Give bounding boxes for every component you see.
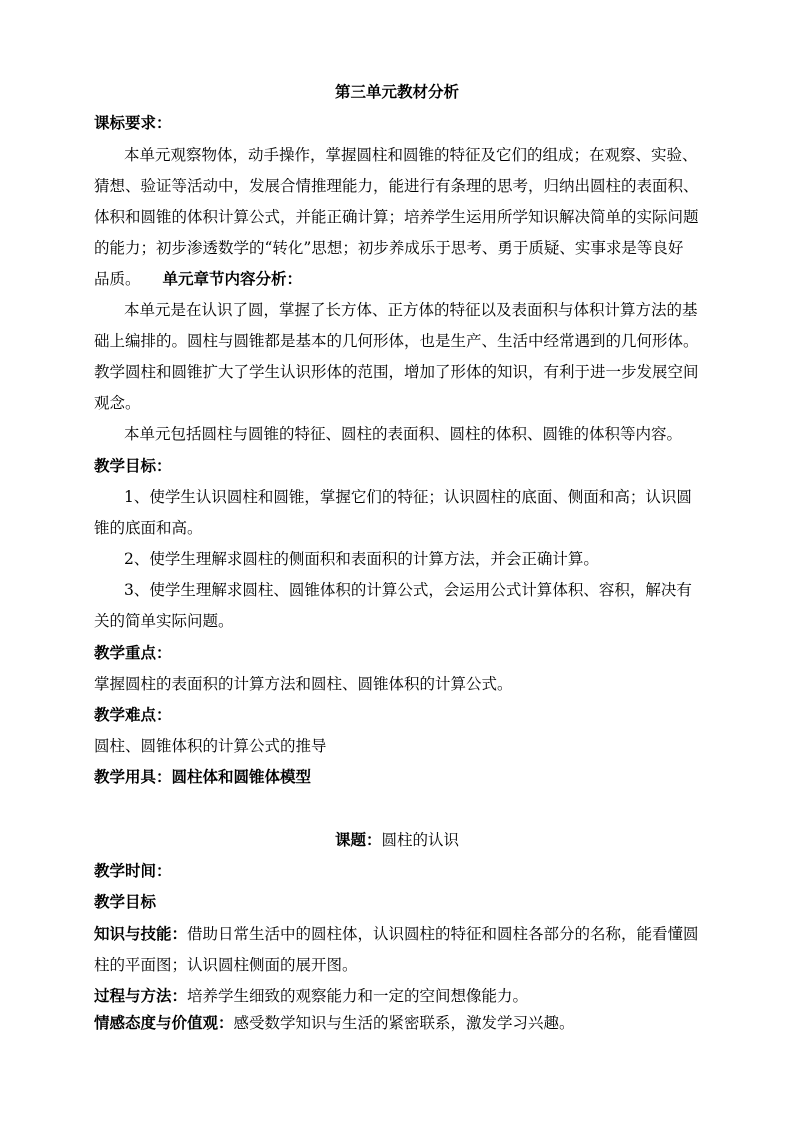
goal-1: 1、使学生认识圆柱和圆锥，掌握它们的特征；认识圆柱的底面、侧面和高；认识圆 — [124, 488, 692, 506]
chapter-line: 本单元是在认识了圆，掌握了长方体、正方体的特征以及表面积与体积计算方法的基 — [124, 301, 698, 319]
standards-line: 本单元观察物体，动手操作，掌握圆柱和圆锥的特征及它们的组成；在观察、实验、 — [124, 146, 698, 164]
lesson-title-line — [0, 830, 794, 850]
standards-last: 品质。 — [94, 270, 141, 288]
goal-2: 2、使学生理解求圆柱的侧面积和表面积的计算方法，并会正确计算。 — [124, 550, 599, 568]
emotion-line — [94, 1013, 734, 1033]
process-line — [94, 986, 734, 1006]
standards-heading: 课标要求： — [94, 113, 172, 132]
knowledge-text-cont: 柱的平面图；认识圆柱侧面的展开图。 — [94, 956, 358, 974]
difficulty-heading: 教学难点： — [94, 705, 172, 724]
teaching-tools: 教学用具：圆柱体和圆锥体模型 — [94, 767, 312, 786]
standards-line: 猜想、验证等活动中，发展合情推理能力，能进行有条理的思考，归纳出圆柱的表面积、 — [94, 177, 699, 195]
goal-3: 3、使学生理解求圆柱、圆锥体积的计算公式，会运用公式计算体积、容积，解决有 — [124, 581, 692, 599]
emotion-label: 情感态度与价值观： — [94, 1013, 234, 1032]
document-title: 第三单元教材分析 — [334, 82, 459, 101]
goals-heading: 教学目标： — [94, 456, 172, 475]
key-text: 掌握圆柱的表面积的计算方法和圆柱、圆锥体积的计算公式。 — [94, 675, 513, 693]
knowledge-line — [94, 924, 734, 944]
lesson-label: 课题： — [334, 830, 382, 849]
chapter-line: 教学圆柱和圆锥扩大了学生认识形体的范围，增加了形体的知识，有利于进一步发展空间 — [94, 363, 699, 381]
standards-line: 的能力；初步渗透数学的“转化”思想；初步养成乐于思考、勇于质疑、实事求是等良好 — [94, 239, 684, 257]
process-text: 培养学生细致的观察能力和一定的空间想像能力。 — [187, 987, 529, 1005]
standards-closing-line — [94, 269, 734, 289]
teaching-time-label: 教学时间： — [94, 861, 172, 880]
chapter-line: 础上编排的。圆柱与圆锥都是基本的几何形体，也是生产、生活中经常遇到的几何形体。 — [94, 332, 699, 350]
difficulty-text: 圆柱、圆锥体积的计算公式的推导 — [94, 737, 327, 755]
key-heading: 教学重点： — [94, 643, 172, 662]
standards-line: 体积和圆锥的体积计算公式，并能正确计算；培养学生运用所学知识解决简单的实际问题 — [94, 208, 699, 226]
goal-3-cont: 关的简单实际问题。 — [94, 612, 234, 630]
objectives-label: 教学目标 — [94, 892, 157, 911]
lesson-title: 圆柱的认识 — [381, 831, 460, 849]
emotion-text: 感受数学知识与生活的紧密联系，激发学习兴趣。 — [233, 1014, 575, 1032]
chapter-content: 本单元包括圆柱与圆锥的特征、圆柱的表面积、圆柱的体积、圆锥的体积等内容。 — [124, 425, 683, 443]
chapter-line: 观念。 — [94, 394, 141, 412]
process-label: 过程与方法： — [94, 986, 188, 1005]
knowledge-text: 借助日常生活中的圆柱体，认识圆柱的特征和圆柱各部分的名称，能看懂圆 — [187, 925, 699, 943]
chapter-heading: 单元章节内容分析： — [162, 269, 303, 288]
knowledge-label: 知识与技能： — [94, 924, 188, 943]
goal-1-cont: 锥的底面和高。 — [94, 519, 203, 537]
